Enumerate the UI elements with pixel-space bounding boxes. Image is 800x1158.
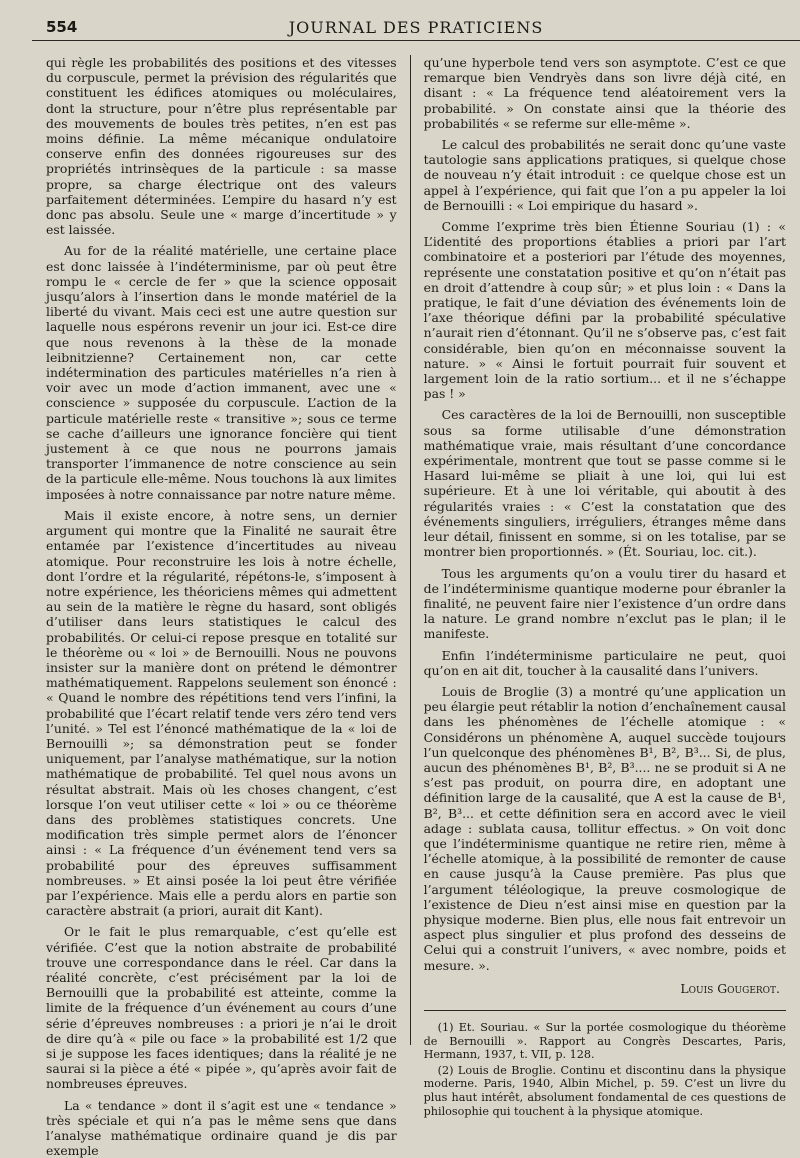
paragraph: Louis de Broglie (3) a montré qu’une application un peu élargie peut rétablir la notion d’enchaînement causal dans les phénomènes de l’échelle atomique : « Considérons un phénomène A, auquel succède toujours l’un quelconque des phénomènes B¹, B², B³... Si, de plus, aucun des phénomènes B¹, B², B³.... ne se produit si A ne s’est pas produit, on pourra dire, en adoptant une définition large de la causalité, que A est la cause de B¹, B², B³... et cette définition sera en accord avec le vieil adage : sublata causa, tollitur effectus. » On voit donc que l’indéterminisme quantique ne retire rien, même à l’échelle atomique, à la possibilité de remonter de cause en cause jusqu’à la Cause première. Pas plus que l’argument téléologique, la preuve cosmologique de l’existence de Dieu n’est ainsi mise en question par la physique moderne. Bien plus, elle nous fait entrevoir un aspect plus singulier et plus profond des desseins de Celui qui a construit l’univers, « avec nombre, poids et mesure. ». — [423, 683, 786, 973]
page-number: 554 — [46, 18, 78, 36]
paragraph: Or le fait le plus remarquable, c’est qu’elle est vérifiée. C’est que la notion abstraite de probabilité trouve une correspondance dans le réel. Car dans la réalité concrète, c’est précisément par la loi de Bernouilli que la probabilité est atteinte, comme la limite de la fréquence d’un événement au cours d’une série d’épreuves nombreuses : a priori je n’ai le droit de dire qu’à « pile ou face » la probabilité est 1/2 que si je suppose les faces identiques; dans la réalité je ne saurai si la pièce a été « pipée », qu’après avoir fait de nombreuses épreuves. — [46, 924, 397, 1092]
page-header — [32, 14, 800, 41]
paragraph: Au for de la réalité matérielle, une certaine place est donc laissée à l’indéterminisme, par où peut être rompu le « cercle de fer » que la science opposait jusqu’alors à l’insertion dans le monde matériel de la liberté du vivant. Mais ceci est une autre question sur laquelle nous espérons revenir un jour ici. Est-ce dire que nous revenons à la thèse de la monade leibnitzienne? Certainement non, car cette indétermination des particules matérielles n’a rien à voir avec un mode d’action immanent, avec une « conscience » supposée du corpuscule. L’action de la particule matérielle reste « transitive »; sous ce terme se cache d’ailleurs une ignorance foncière qui tient justement à ce que nous ne pourrons jamais transporter l’immanence de notre conscience au sein de la particule elle-même. Nous touchons là aux limites imposées à notre connaissance par notre nature même. — [46, 243, 397, 502]
paragraph: Mais il existe encore, à notre sens, un dernier argument qui montre que la Finalité ne saurait être entamée par l’existence d’incertitudes au niveau atomique. Pour reconstruire les lois à notre échelle, dont l’ordre et la régularité, répétons-le, s’imposent à notre expérience, les théoriciens mêmes qui admettent au sein de la matière le règne du hasard, sont obligés d’utiliser dans leurs statistiques le calcul des probabilités. Or celui-ci repose presque en totalité sur le théorème ou « loi » de Bernouilli. Nous ne pouvons insister sur la manière dont on prétend le démontrer mathématiquement. Rappelons seulement son énoncé : « Quand le nombre des répétitions tend vers l’infini, la probabilité que l’écart relatif tende vers zéro tend vers l’unité. » Tel est l’énoncé mathématique de la « loi de Bernouilli »; sa démonstration peut se fonder uniquement, par l’analyse mathématique, sur la notion mathématique de probabilité. Tel quel nous avons un résultat abstrait. Mais où les choses changent, c’est lorsque l’on veut utiliser cette « loi » ou ce théorème dans des problèmes statistiques concrets. Une modification très simple permet alors de l’énoncer ainsi : « La fréquence d’un événement tend vers sa probabilité pour des épreuves suffisamment nombreuses. » Et ainsi posée la loi peut être vérifiée par l’expérience. Mais elle a perdu alors en partie son caractère abstrait (a priori, aurait dit Kant). — [46, 507, 397, 919]
paragraph: qu’une hyperbole tend vers son asymptote. C’est ce que remarque bien Vendryès dans son livre déjà cité, en disant : « La fréquence tend aléatoirement vers la probabilité. » On constate ainsi que la théorie des probabilités « se referme sur elle-même ». — [423, 55, 786, 131]
article-body — [46, 55, 786, 1158]
journal-title: JOURNAL DES PRATICIENS — [288, 18, 544, 37]
footnote: (2) Louis de Broglie. Continu et discontinu dans la physique moderne. Paris, 1940, Albin Michel, p. 59. C’est un livre du plus haut intérêt, absolument fondamental de ces questions de philosophie qui touchent à la physique atomique. — [423, 1063, 786, 1118]
paragraph: La « tendance » dont il s’agit est une « tendance » très spéciale et qui n’a pas le même sens que dans l’analyse mathématique ordinaire quand je dis par exemple — [46, 1097, 397, 1158]
paragraph: Ces caractères de la loi de Bernouilli, non susceptible sous sa forme utilisable d’une démonstration mathématique vraie, mais résultant d’une concordance expérimentale, montrent que tout se passe comme si le Hasard lui-même se pliait à une loi, qui lui est supérieure. Et à une loi véritable, qui aboutit à des régularités vraies : « C’est la constatation que des événements singuliers, irréguliers, étranges même dans leur détail, finissent en somme, si on les totalise, par se montrer bien proportionnés. » (Ét. Souriau, loc. cit.). — [423, 407, 786, 560]
right-column — [414, 55, 786, 1118]
left-column — [46, 55, 407, 1158]
paragraph: Comme l’exprime très bien Étienne Souriau (1) : « L’identité des proportions établies a priori par l’art combinatoire et a posteriori par l’étude des moyennes, représente une constatation positive et qu’on n’était pas en droit d’attendre à coup sûr; » et plus loin : « Dans la pratique, le fait d’une déviation des événements loin de l’axe théorique défini par la probabilité spéculative n’aurait rien d’étonnant. Qu’il ne s’observe pas, c’est fait considérable, bien qu’on en méconnaisse souvent la nature. » « Ainsi le fortuit pourrait fuir souvent et largement loin de la ratio sortium... et il ne s’échappe pas ! » — [423, 219, 786, 402]
paragraph: Tous les arguments qu’on a voulu tirer du hasard et de l’indéterminisme quantique moderne pour ébranler la finalité, ne peuvent faire nier l’existence d’un ordre dans la nature. Le grand nombre n’exclut pas le plan; il le manifeste. — [423, 565, 786, 642]
paragraph: Enfin l’indéterminisme particulaire ne peut, quoi qu’on en ait dit, toucher à la causalité dans l’univers. — [423, 647, 786, 678]
paragraph: qui règle les probabilités des positions et des vitesses du corpuscule, permet la prévision des régularités que constituent les édifices atomiques ou moléculaires, dont la structure, pour n’être plus représentable par des mouvements de boules très petites, n’en est pas moins définie. La même mécanique ondulatoire conserve enfin des données rigoureuses sur des propriétés intrinsèques de la particule : sa masse propre, sa charge électrique ont des valeurs parfaitement déterminées. L’empire du hasard n’y est donc pas absolu. Seule une « marge d’incertitude » y est laissée. — [46, 55, 397, 238]
footnotes — [424, 1010, 786, 1118]
author-signature: Louis Gougerot. — [680, 980, 780, 996]
column-divider — [410, 55, 411, 1045]
paragraph: Le calcul des probabilités ne serait donc qu’une vaste tautologie sans applications pratiques, si quelque chose de nouveau n’y était introduit : ce quelque chose est un appel à l’expérience, qui fait que l’on a pu appeler la loi de Bernouilli : « Loi empirique du hasard ». — [423, 137, 786, 213]
footnote: (1) Et. Souriau. « Sur la portée cosmologique du théorème de Bernouilli ». Rapport au Congrès Descartes, Paris, Hermann, 1937, t. VII, p. 128. — [423, 1020, 786, 1062]
